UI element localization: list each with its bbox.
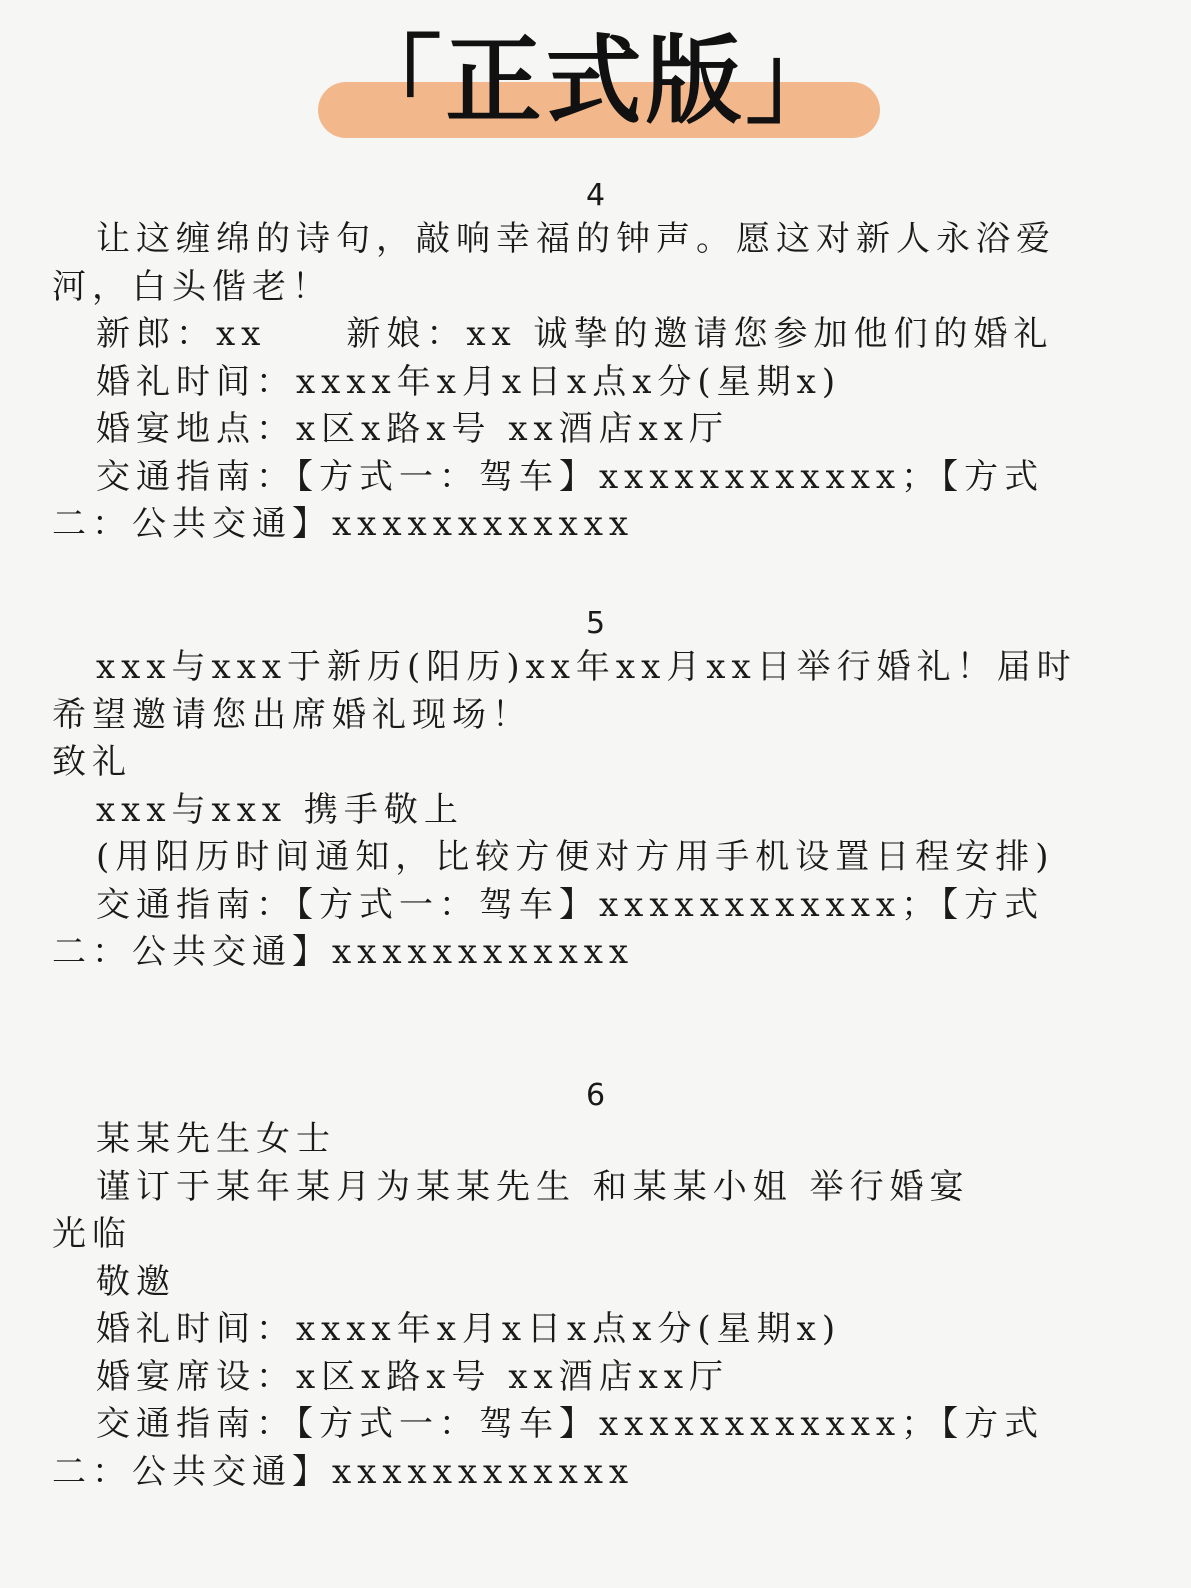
- text-line: 二：公共交通】xxxxxxxxxxxx: [52, 504, 635, 544]
- section-number: 4: [585, 178, 606, 213]
- text-line: (用阳历时间通知，比较方便对方用手机设置日程安排): [96, 837, 1055, 877]
- text-line: 致礼: [52, 742, 132, 782]
- text-line: 让这缠绵的诗句，敲响幸福的钟声。愿这对新人永浴爱: [96, 219, 1056, 259]
- title-banner: [0, 20, 1191, 150]
- section-4: [0, 176, 1191, 549]
- text-line: 河，白头偕老！: [52, 266, 332, 307]
- text-line: 婚宴地点：x区x路x号 xx酒店xx厅: [96, 409, 730, 449]
- page-title: 「正式版」: [345, 25, 846, 137]
- text-line: 婚礼时间：xxxx年x月x日x点x分(星期x): [96, 361, 842, 402]
- text-line: xxx与xxx于新历(阳历)xx年xx月xx日举行婚礼！届时: [96, 647, 1077, 687]
- text-line: 交通指南：【方式一：驾车】xxxxxxxxxxxx；【方式: [96, 884, 1045, 925]
- text-line: 婚礼时间：xxxx年x月x日x点x分(星期x): [96, 1309, 842, 1349]
- text-line: 敬邀: [96, 1261, 176, 1302]
- text-line: 光临: [52, 1214, 132, 1254]
- text-line: 某某先生女士: [96, 1119, 336, 1159]
- text-line: xxx与xxx 携手敬上: [96, 789, 464, 830]
- text-line: 希望邀请您出席婚礼现场！: [52, 694, 532, 735]
- section-number: 6: [585, 1078, 606, 1113]
- section-5: [0, 604, 1191, 977]
- text-line: 交通指南：【方式一：驾车】xxxxxxxxxxxx；【方式: [96, 1404, 1045, 1444]
- section-number: 5: [585, 606, 606, 641]
- text-line: 新郎：xx 新娘：xx 诚挚的邀请您参加他们的婚礼: [96, 314, 1054, 354]
- text-line: 二：公共交通】xxxxxxxxxxxx: [52, 1451, 635, 1492]
- text-line: 交通指南：【方式一：驾车】xxxxxxxxxxxx；【方式: [96, 456, 1045, 497]
- section-6: [0, 1076, 1191, 1496]
- text-line: 谨订于某年某月为某某先生 和某某小姐 举行婚宴: [96, 1166, 970, 1207]
- text-line: 婚宴席设：x区x路x号 xx酒店xx厅: [96, 1356, 730, 1397]
- text-line: 二：公共交通】xxxxxxxxxxxx: [52, 932, 635, 972]
